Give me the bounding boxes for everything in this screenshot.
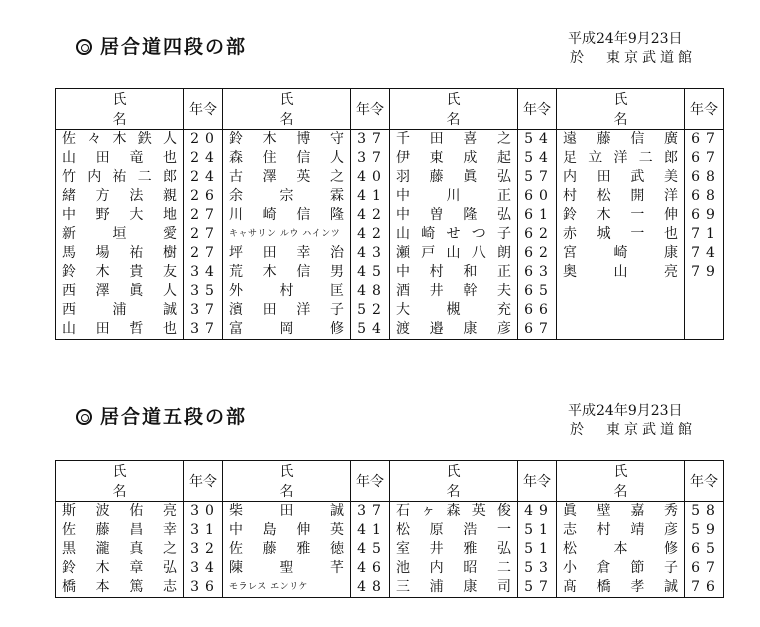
member-age: 67	[518, 320, 557, 340]
member-age: 52	[351, 301, 390, 320]
member-name: 中野大地	[56, 206, 184, 225]
age-column-header: 年令	[184, 461, 223, 502]
member-age: 53	[518, 559, 557, 578]
member-name: 遠藤信廣	[557, 130, 685, 150]
member-name: 小倉節子	[557, 559, 685, 578]
event-venue: 於 東京武道館	[570, 50, 696, 66]
member-age: 74	[685, 244, 724, 263]
member-age: 67	[685, 559, 724, 578]
table-row	[56, 244, 724, 263]
member-name: 柴田誠	[223, 502, 351, 522]
event-info-4dan	[568, 30, 696, 68]
member-age: 48	[351, 282, 390, 301]
member-age: 59	[685, 521, 724, 540]
member-age: 37	[351, 130, 390, 150]
member-name: 大槻充	[390, 301, 518, 320]
event-venue: 於 東京武道館	[570, 422, 696, 438]
member-age: 61	[518, 206, 557, 225]
member-age: 45	[351, 263, 390, 282]
member-age: 27	[184, 206, 223, 225]
member-name: モラレス エンリケ	[223, 578, 351, 598]
member-age: 67	[685, 149, 724, 168]
section-title-text: 居合道四段の部	[100, 36, 248, 58]
member-age: 54	[518, 130, 557, 150]
member-name: 佐々木鉄人	[56, 130, 184, 150]
member-name: 宮崎康	[557, 244, 685, 263]
member-age: 35	[184, 282, 223, 301]
member-name: 赤城一也	[557, 225, 685, 244]
member-name: 鈴木章弘	[56, 559, 184, 578]
member-age: 20	[184, 130, 223, 150]
member-name: 森住信人	[223, 149, 351, 168]
name-column-header: 氏名	[390, 461, 518, 502]
member-name: 鈴木一伸	[557, 206, 685, 225]
member-name: 竹内祐二郎	[56, 168, 184, 187]
member-age: 37	[351, 502, 390, 522]
member-age: 51	[518, 521, 557, 540]
member-name: 橋本篤志	[56, 578, 184, 598]
member-name: 奥山亮	[557, 263, 685, 282]
member-name: 鈴木貴友	[56, 263, 184, 282]
member-name: 鈴木博守	[223, 130, 351, 150]
member-name: 古澤英之	[223, 168, 351, 187]
member-age: 60	[518, 187, 557, 206]
section-title-4dan	[76, 32, 247, 59]
member-name: 中島伸英	[223, 521, 351, 540]
member-age: 65	[518, 282, 557, 301]
name-column-header: 氏名	[56, 89, 184, 130]
name-column-header: 氏名	[557, 461, 685, 502]
member-age: 79	[685, 263, 724, 282]
member-name: 中川正	[390, 187, 518, 206]
member-age: 24	[184, 149, 223, 168]
member-name: 酒井幹夫	[390, 282, 518, 301]
member-name: 村松開洋	[557, 187, 685, 206]
member-name: 松本修	[557, 540, 685, 559]
member-name: 室井雅弘	[390, 540, 518, 559]
table-row	[56, 206, 724, 225]
name-column-header: 氏名	[223, 461, 351, 502]
member-age: 46	[351, 559, 390, 578]
member-age: 62	[518, 225, 557, 244]
age-column-header: 年令	[518, 461, 557, 502]
member-age: 42	[351, 206, 390, 225]
member-age: 68	[685, 168, 724, 187]
member-name: 山崎せつ子	[390, 225, 518, 244]
table-row	[56, 502, 724, 522]
age-column-header: 年令	[351, 461, 390, 502]
member-name	[557, 301, 685, 320]
member-name: 千田喜之	[390, 130, 518, 150]
member-age: 30	[184, 502, 223, 522]
member-name: 山田竜也	[56, 149, 184, 168]
member-age: 54	[518, 149, 557, 168]
age-column-header: 年令	[685, 89, 724, 130]
table-row	[56, 559, 724, 578]
member-age: 43	[351, 244, 390, 263]
member-name: キャサリン ルウ ハインツ	[223, 225, 351, 244]
age-column-header: 年令	[184, 89, 223, 130]
member-name: 池内昭二	[390, 559, 518, 578]
table-row	[56, 263, 724, 282]
table-row	[56, 540, 724, 559]
member-name: 富岡修	[223, 320, 351, 340]
member-name: 西浦誠	[56, 301, 184, 320]
member-age: 51	[518, 540, 557, 559]
member-age: 48	[351, 578, 390, 598]
event-info-5dan	[568, 402, 696, 440]
table-row	[56, 225, 724, 244]
member-age: 57	[518, 168, 557, 187]
member-age: 34	[184, 263, 223, 282]
member-age: 71	[685, 225, 724, 244]
member-age: 66	[518, 301, 557, 320]
member-age: 36	[184, 578, 223, 598]
member-name: 馬場祐樹	[56, 244, 184, 263]
member-age: 26	[184, 187, 223, 206]
member-age: 41	[351, 187, 390, 206]
member-name: 緒方法親	[56, 187, 184, 206]
table-row	[56, 130, 724, 150]
member-name: 髙橋孝誠	[557, 578, 685, 598]
member-age: 57	[518, 578, 557, 598]
member-name: 伊東成起	[390, 149, 518, 168]
name-column-header: 氏名	[223, 89, 351, 130]
member-age: 37	[184, 320, 223, 340]
member-name: 佐藤昌幸	[56, 521, 184, 540]
member-name: 坪田幸治	[223, 244, 351, 263]
member-age: 41	[351, 521, 390, 540]
member-age: 67	[685, 130, 724, 150]
member-age	[685, 282, 724, 301]
member-name: 内田武美	[557, 168, 685, 187]
member-name: 西澤眞人	[56, 282, 184, 301]
member-name: 足立洋二郎	[557, 149, 685, 168]
table-row	[56, 301, 724, 320]
member-name: 山田哲也	[56, 320, 184, 340]
section-title-text: 居合道五段の部	[100, 406, 248, 428]
member-age: 31	[184, 521, 223, 540]
header-row	[56, 461, 724, 502]
member-age: 49	[518, 502, 557, 522]
member-name: 眞壁嘉秀	[557, 502, 685, 522]
roster-table-4dan	[55, 88, 724, 340]
member-name: 陳聖芊	[223, 559, 351, 578]
age-column-header: 年令	[685, 461, 724, 502]
table-row	[56, 149, 724, 168]
table-row	[56, 521, 724, 540]
name-column-header: 氏名	[390, 89, 518, 130]
age-column-header: 年令	[351, 89, 390, 130]
member-name: 中曽隆弘	[390, 206, 518, 225]
member-name: 佐藤雅徳	[223, 540, 351, 559]
member-age: 63	[518, 263, 557, 282]
member-age: 65	[685, 540, 724, 559]
member-age	[685, 320, 724, 340]
member-age: 27	[184, 244, 223, 263]
member-age: 27	[184, 225, 223, 244]
member-name	[557, 282, 685, 301]
member-age: 37	[184, 301, 223, 320]
member-age: 54	[351, 320, 390, 340]
header-row	[56, 89, 724, 130]
section-title-5dan	[76, 402, 247, 429]
member-name	[557, 320, 685, 340]
member-age: 76	[685, 578, 724, 598]
member-age: 37	[351, 149, 390, 168]
member-age: 40	[351, 168, 390, 187]
member-name: 外村匡	[223, 282, 351, 301]
table-row	[56, 187, 724, 206]
member-age: 62	[518, 244, 557, 263]
event-date: 平成24年9月23日	[568, 31, 683, 47]
member-age: 68	[685, 187, 724, 206]
member-name: 新垣愛	[56, 225, 184, 244]
member-name: 黒瀧真之	[56, 540, 184, 559]
table-row	[56, 282, 724, 301]
table-row	[56, 578, 724, 598]
member-age: 42	[351, 225, 390, 244]
member-age: 24	[184, 168, 223, 187]
member-age: 45	[351, 540, 390, 559]
member-name: 羽藤眞弘	[390, 168, 518, 187]
member-age: 32	[184, 540, 223, 559]
roster-table-5dan	[55, 460, 724, 598]
member-age	[685, 301, 724, 320]
member-name: 石ヶ森英俊	[390, 502, 518, 522]
table-row	[56, 168, 724, 187]
double-circle-icon	[76, 409, 92, 425]
member-name: 瀬戸山八朗	[390, 244, 518, 263]
member-name: 斯波佑亮	[56, 502, 184, 522]
name-column-header: 氏名	[557, 89, 685, 130]
table-row	[56, 320, 724, 340]
age-column-header: 年令	[518, 89, 557, 130]
member-name: 志村靖彦	[557, 521, 685, 540]
member-name: 余宗霖	[223, 187, 351, 206]
event-date: 平成24年9月23日	[568, 403, 683, 419]
member-name: 中村和正	[390, 263, 518, 282]
member-age: 58	[685, 502, 724, 522]
member-name: 荒木信男	[223, 263, 351, 282]
member-name: 松原浩一	[390, 521, 518, 540]
member-name: 濱田洋子	[223, 301, 351, 320]
double-circle-icon	[76, 39, 92, 55]
member-name: 川崎信隆	[223, 206, 351, 225]
member-name: 三浦康司	[390, 578, 518, 598]
member-age: 69	[685, 206, 724, 225]
member-name: 渡邉康彦	[390, 320, 518, 340]
member-age: 34	[184, 559, 223, 578]
name-column-header: 氏名	[56, 461, 184, 502]
